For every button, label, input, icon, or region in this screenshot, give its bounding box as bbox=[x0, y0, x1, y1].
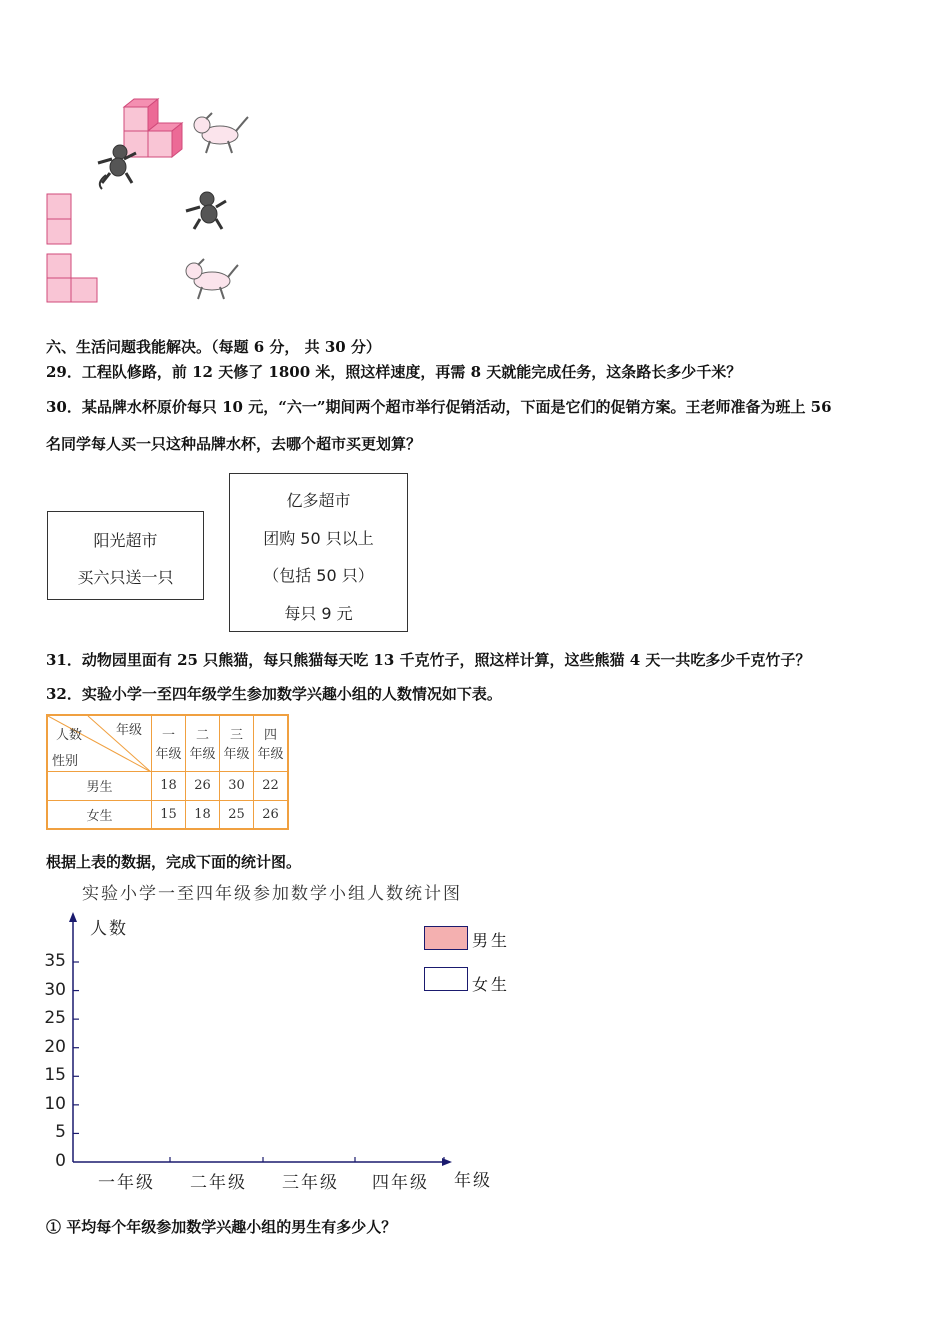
monkey-icon bbox=[186, 192, 226, 229]
corner-count-label: 人数 bbox=[56, 728, 83, 743]
chart-xlabel: 年级 bbox=[454, 1171, 492, 1191]
question-30-line1: 30．某品牌水杯原价每只 10 元，“六一”期间两个超市举行促销活动，下面是它们的促销方案。王老师准备为班上 56 bbox=[46, 398, 832, 416]
table-cell: 18 bbox=[152, 771, 186, 800]
y-ticks bbox=[73, 962, 79, 1133]
yiduo-offer-line1: 团购 50 只以上 bbox=[263, 529, 374, 548]
chart-ylabel: 人数 bbox=[90, 919, 128, 939]
table-cell: 22 bbox=[254, 771, 289, 800]
cube-stack-figure bbox=[124, 99, 182, 157]
question-32: 32．实验小学一至四年级学生参加数学兴趣小组的人数情况如下表。 bbox=[46, 685, 502, 703]
sunshine-supermarket-offer: 买六只送一只 bbox=[77, 568, 174, 587]
y-tick-label: 10 bbox=[44, 1093, 66, 1114]
x-tick-label: 四年级 bbox=[372, 1173, 429, 1193]
y-tick-label: 25 bbox=[44, 1008, 66, 1029]
dog-icon bbox=[194, 113, 248, 153]
table-cell: 18 bbox=[186, 800, 220, 829]
yiduo-offer-line3: 每只 9 元 bbox=[284, 604, 353, 623]
yiduo-offer-line2: （包括 50 只） bbox=[263, 566, 374, 585]
sub-question-1: ① 平均每个年级参加数学兴趣小组的男生有多少人？ bbox=[46, 1218, 397, 1236]
row-label: 女生 bbox=[47, 800, 152, 829]
table-cell: 26 bbox=[186, 771, 220, 800]
row-label: 男生 bbox=[47, 771, 152, 800]
legend-swatch-girls bbox=[424, 967, 468, 991]
legend-label-girls: 女生 bbox=[472, 975, 511, 994]
question-31: 31．动物园里面有 25 只熊猫，每只熊猫每天吃 13 千克竹子，照这样计算，这些熊猫 4 天一共吃多少千克竹子？ bbox=[46, 651, 811, 669]
table-cell: 25 bbox=[220, 800, 254, 829]
grade-header bbox=[220, 715, 254, 771]
y-axis-arrow bbox=[69, 912, 77, 922]
x-tick-label: 三年级 bbox=[282, 1173, 339, 1193]
grade-header-top: 四 bbox=[263, 728, 277, 744]
y-tick-label: 35 bbox=[44, 951, 66, 971]
grade-header-bottom: 年级 bbox=[223, 747, 250, 763]
table-cell: 26 bbox=[254, 800, 289, 829]
question-30-line2: 名同学每人买一只这种品牌水杯，去哪个超市买更划算？ bbox=[46, 435, 422, 453]
question-29: 29．工程队修路，前 12 天修了 1800 米，照这样速度，再需 8 天就能完成任务，这条路长多少千米？ bbox=[46, 363, 742, 381]
grade-header-bottom: 年级 bbox=[189, 747, 216, 763]
yiduo-supermarket-box bbox=[229, 473, 408, 632]
dog-icon bbox=[186, 259, 238, 299]
legend-label-boys: 男生 bbox=[472, 931, 511, 950]
front-view-column bbox=[47, 194, 71, 244]
table-cell: 30 bbox=[220, 771, 254, 800]
y-tick-label: 15 bbox=[44, 1065, 66, 1086]
grade-header-bottom: 年级 bbox=[257, 747, 284, 763]
chart-instruction: 根据上表的数据，完成下面的统计图。 bbox=[46, 853, 302, 871]
x-tick-label: 一年级 bbox=[98, 1173, 155, 1193]
grade-header-top: 一 bbox=[161, 728, 175, 744]
y-tick-label: 30 bbox=[44, 979, 66, 1000]
stats-table bbox=[46, 714, 289, 830]
grade-header-top: 二 bbox=[195, 728, 209, 744]
grade-header bbox=[186, 715, 220, 771]
legend-swatch-boys bbox=[424, 926, 468, 950]
sunshine-supermarket-name: 阳光超市 bbox=[93, 531, 158, 550]
grade-header-bottom: 年级 bbox=[155, 747, 182, 763]
table-corner-cell bbox=[47, 715, 152, 771]
x-tick-label: 二年级 bbox=[190, 1173, 247, 1193]
table-row bbox=[47, 771, 288, 800]
y-tick-label: 5 bbox=[55, 1122, 66, 1143]
table-row bbox=[47, 800, 288, 829]
side-view-l-shape bbox=[47, 254, 97, 302]
sunshine-supermarket-box bbox=[47, 511, 204, 600]
y-tick-label: 0 bbox=[55, 1151, 66, 1171]
grade-header bbox=[152, 715, 186, 771]
y-tick-label: 20 bbox=[44, 1036, 66, 1057]
cube-view-illustration bbox=[40, 95, 260, 310]
section-six-heading: 六、生活问题我能解决。（每题 6 分， 共 30 分） bbox=[46, 338, 381, 356]
corner-grade-label: 年级 bbox=[116, 723, 143, 738]
grade-header bbox=[254, 715, 289, 771]
grade-header-top: 三 bbox=[229, 728, 243, 744]
table-cell: 15 bbox=[152, 800, 186, 829]
yiduo-supermarket-name: 亿多超市 bbox=[286, 491, 351, 510]
chart-title: 实验小学一至四年级参加数学小组人数统计图 bbox=[82, 884, 462, 904]
corner-gender-label: 性别 bbox=[52, 754, 79, 769]
